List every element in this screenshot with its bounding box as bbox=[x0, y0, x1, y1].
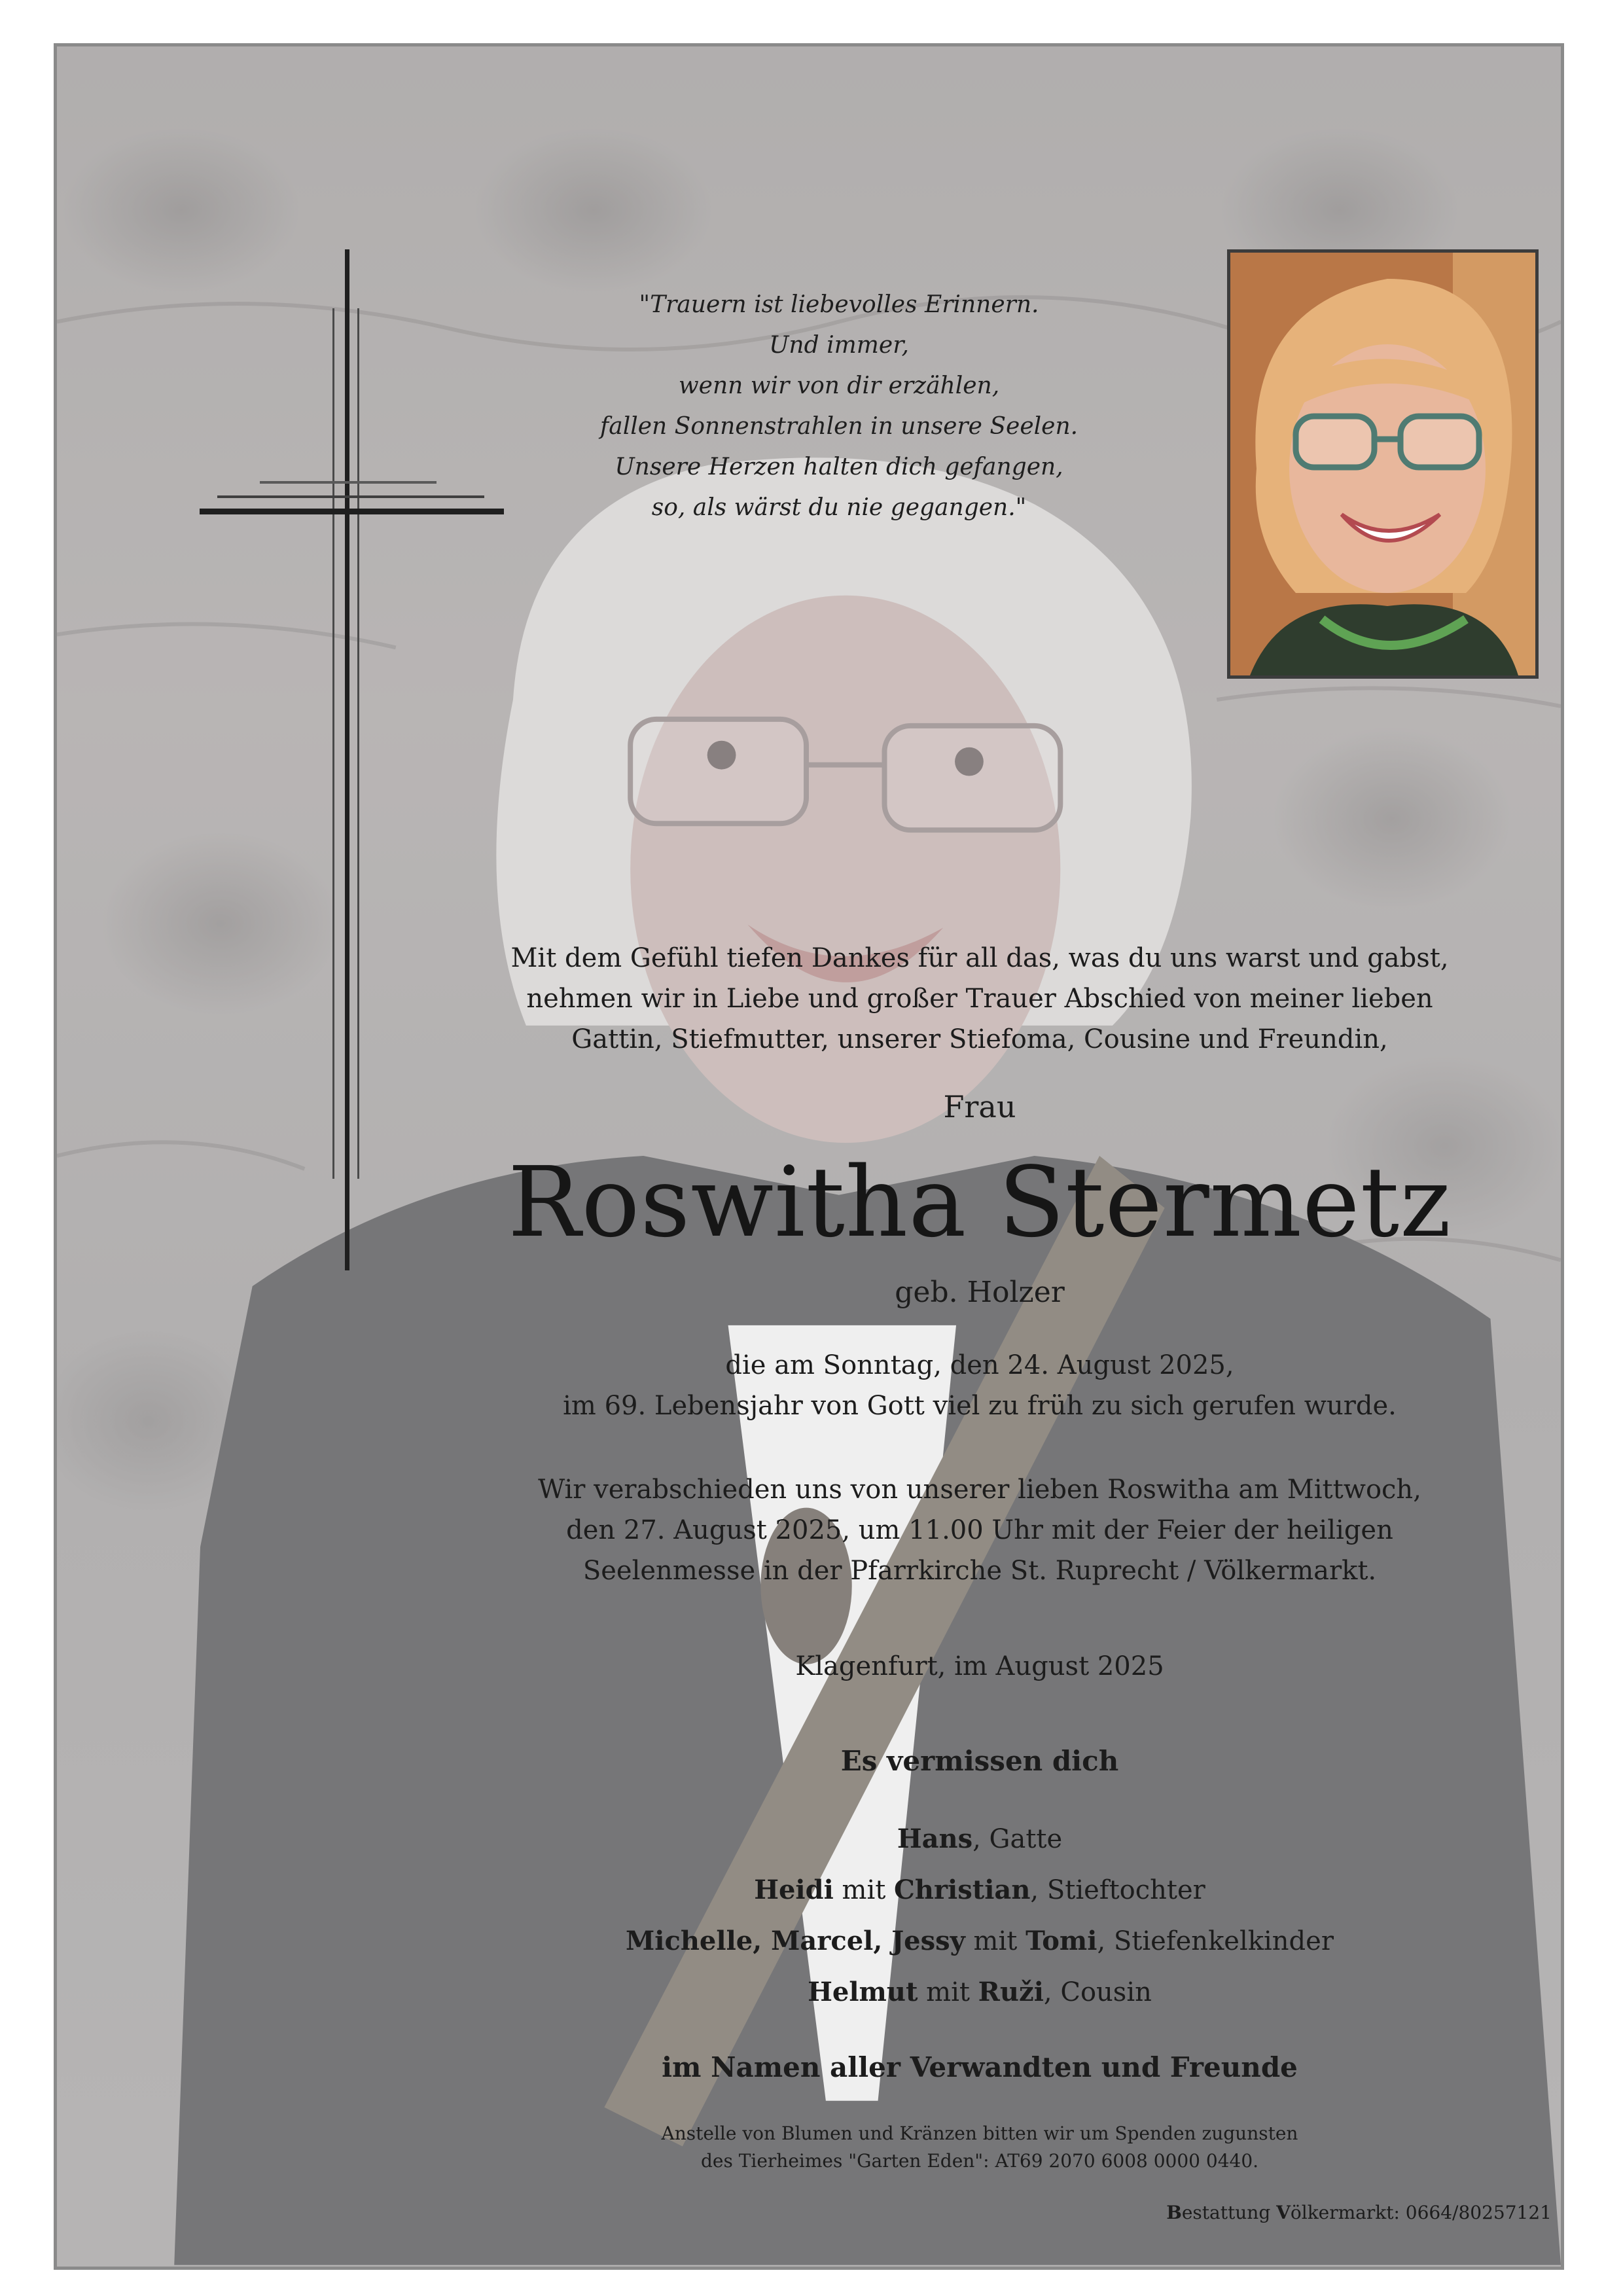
service-notice bbox=[489, 1469, 1471, 1591]
place-date: Klagenfurt, im August 2025 bbox=[795, 1651, 1164, 1681]
quote-line: fallen Sonnenstrahlen in unsere Seelen. bbox=[599, 413, 1079, 440]
obituary-card bbox=[54, 43, 1564, 2270]
birth-name: geb. Holzer bbox=[895, 1276, 1065, 1309]
intro-line: Mit dem Gefühl tiefen Dankes für all das, was du uns warst und gabst, bbox=[510, 943, 1449, 973]
intro-text bbox=[489, 938, 1471, 1060]
family-line: im Namen aller Verwandten und Freunde bbox=[662, 2051, 1298, 2083]
death-line: im 69. Lebensjahr von Gott viel zu früh zu sich gerufen wurde. bbox=[563, 1391, 1397, 1421]
death-line: die am Sonntag, den 24. August 2025, bbox=[725, 1350, 1234, 1380]
intro-line: nehmen wir in Liebe und großer Trauer Abschied von meiner lieben bbox=[526, 984, 1433, 1014]
portrait-photo bbox=[1227, 249, 1539, 679]
service-line: Wir verabschieden uns von unserer lieben Roswitha am Mittwoch, bbox=[538, 1475, 1421, 1505]
deceased-name: Roswitha Stermetz bbox=[507, 1146, 1452, 1259]
mourner-row: Helmut mit Ruži, Cousin bbox=[808, 1977, 1152, 2007]
service-line: Seelenmesse in der Pfarrkirche St. Ruprecht / Völkermarkt. bbox=[582, 1556, 1377, 1586]
mourner-row: Michelle, Marcel, Jessy mit Tomi, Stiefenkelkinder bbox=[626, 1926, 1334, 1956]
quote-line: Unsere Herzen halten dich gefangen, bbox=[615, 454, 1063, 480]
mourners-list bbox=[489, 1814, 1471, 2018]
quote-line: Und immer, bbox=[769, 332, 909, 359]
mourner-row: Heidi mit Christian, Stieftochter bbox=[754, 1874, 1205, 1905]
salutation: Frau bbox=[943, 1089, 1016, 1124]
donation-line: des Tierheimes "Garten Eden": AT69 2070 6008 0000 0440. bbox=[700, 2150, 1259, 2172]
funeral-home-contact: Bestattung Völkermarkt: 0664/80257121 bbox=[1166, 2202, 1552, 2223]
mourners-heading: Es vermissen dich bbox=[840, 1745, 1119, 1777]
quote-line: so, als wärst du nie gegangen." bbox=[651, 494, 1027, 521]
donation-line: Anstelle von Blumen und Kränzen bitten wir um Spenden zugunsten bbox=[661, 2123, 1298, 2144]
intro-line: Gattin, Stiefmutter, unserer Stiefoma, Cousine und Freundin, bbox=[571, 1024, 1388, 1054]
memorial-quote bbox=[502, 285, 1176, 528]
quote-line: wenn wir von dir erzählen, bbox=[678, 372, 1000, 399]
mourner-row: Hans, Gatte bbox=[897, 1823, 1063, 1854]
service-line: den 27. August 2025, um 11.00 Uhr mit der Feier der heiligen bbox=[566, 1515, 1393, 1545]
death-notice bbox=[489, 1345, 1471, 1426]
quote-line: "Trauern ist liebevolles Erinnern. bbox=[639, 291, 1039, 318]
donation-note bbox=[489, 2120, 1471, 2175]
